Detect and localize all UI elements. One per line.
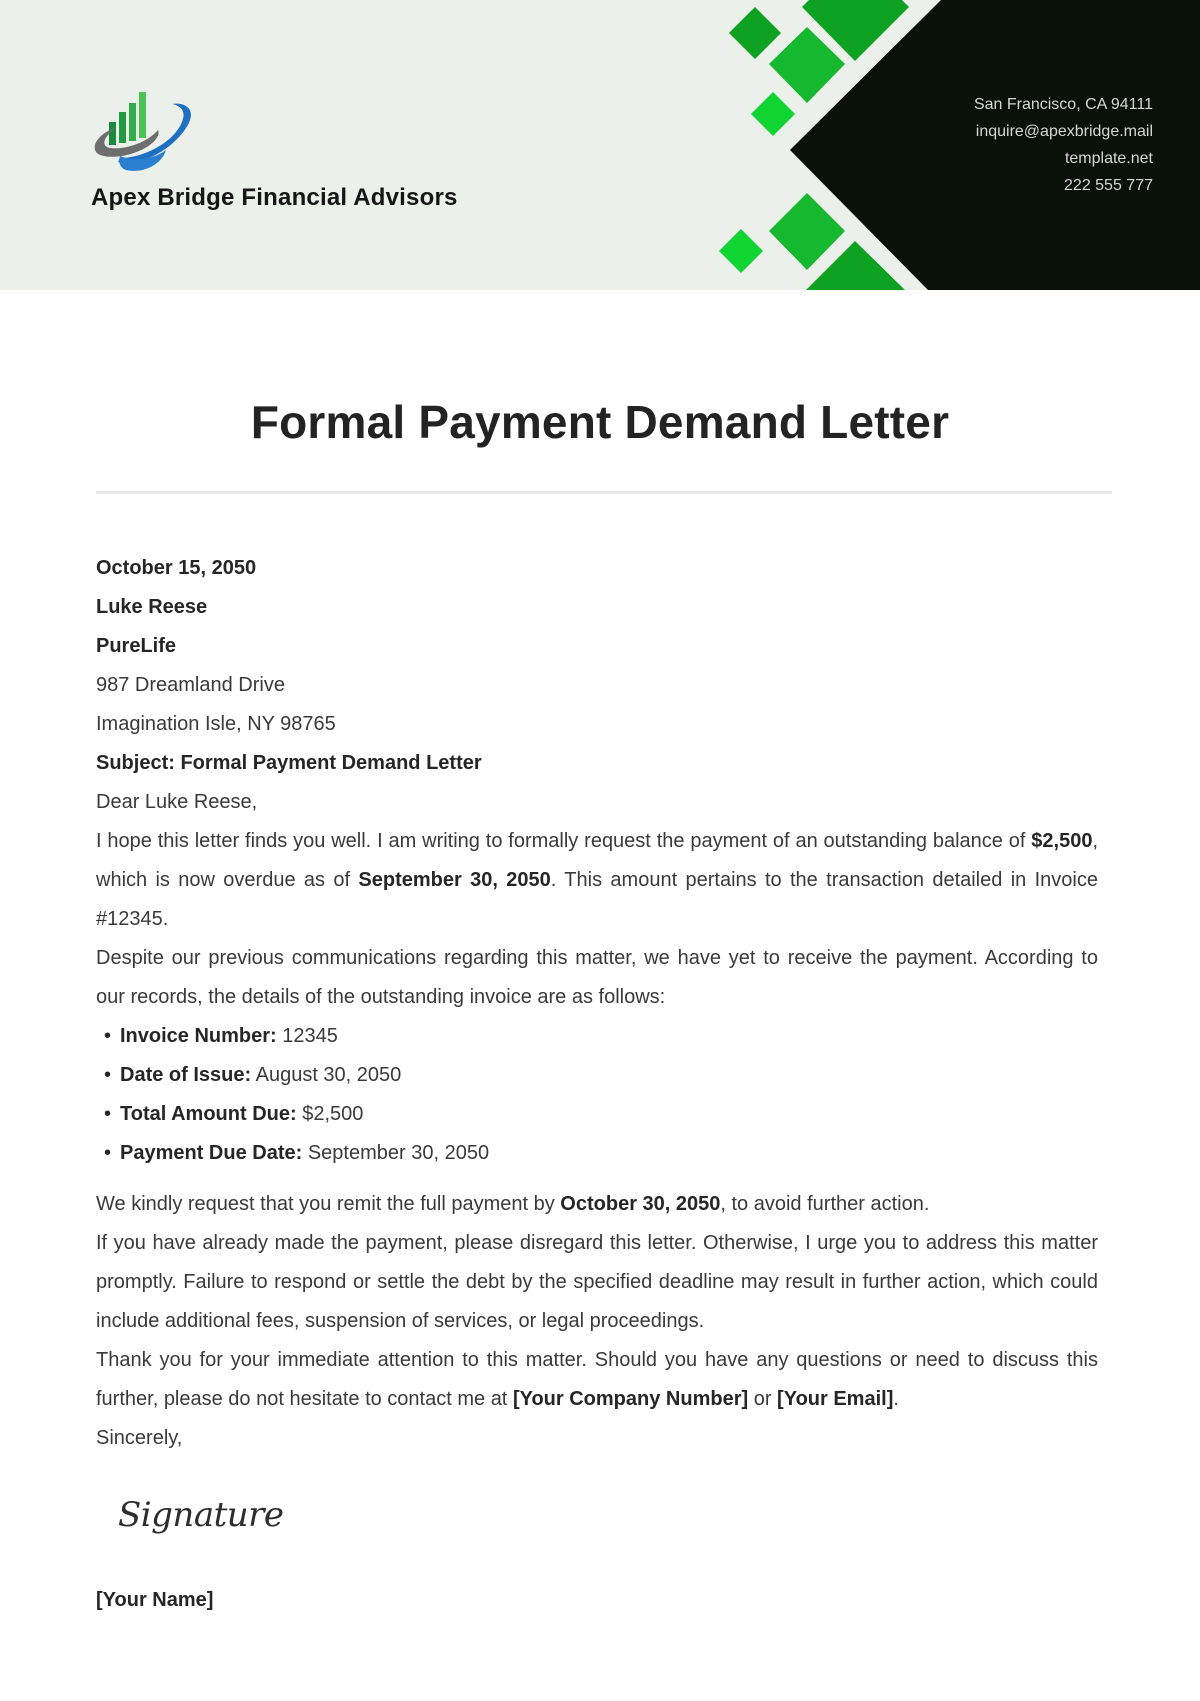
letter-subject: Subject: Formal Payment Demand Letter: [96, 752, 482, 774]
text: , which is now overdue as of: [96, 830, 1098, 891]
paragraph-intro: [96, 822, 1098, 939]
text: . This amount pertains to the transaction detailed in Invoice #12345.: [96, 869, 1098, 930]
list-item: [104, 1017, 1098, 1056]
text: I hope this letter finds you well. I am writing to formally request the payment of an outstanding balance of: [96, 830, 1032, 852]
closing: Sincerely,: [96, 1427, 183, 1449]
divider: [96, 491, 1112, 494]
detail-value: 12345: [276, 1025, 338, 1047]
contact-website[interactable]: template.net: [1064, 150, 1153, 167]
detail-value: $2,500: [296, 1103, 364, 1125]
bar-chart-swoosh-logo-icon: [86, 90, 196, 174]
page-title: Formal Payment Demand Letter: [250, 396, 950, 448]
list-item: [104, 1095, 1098, 1134]
diamond-shape: [769, 193, 845, 270]
contact-phone: 222 555 777: [1064, 177, 1153, 194]
detail-label: Total Amount Due:: [120, 1103, 297, 1125]
paragraph-request: [96, 1185, 1098, 1224]
letter-date: October 15, 2050: [96, 557, 257, 579]
text: Thank you for your immediate attention to this matter. Should you have any questions or need to discuss this further, please do not hesitate to contact me at: [96, 1349, 1098, 1410]
diamond-shape: [729, 7, 781, 59]
paragraph-records: Despite our previous communications regarding this matter, we have yet to receive the payment. According to our records, the details of the outstanding invoice are as follows:: [96, 947, 1098, 1008]
recipient-name: Luke Reese: [96, 596, 208, 618]
contact-email[interactable]: inquire@apexbridge.mail: [975, 123, 1153, 140]
recipient-company: PureLife: [96, 635, 177, 657]
detail-label: Payment Due Date:: [120, 1142, 303, 1164]
signature: Signature: [118, 1495, 284, 1535]
paragraph-warning: If you have already made the payment, please disregard this letter. Otherwise, I urge you to address this matter promptly. Failure to respond or settle the debt by the specified deadline may result in further action, which could include additional fees, suspension of services, or legal proceedings.: [96, 1232, 1098, 1332]
text: , to avoid further action.: [720, 1193, 930, 1215]
list-item: [104, 1134, 1098, 1173]
document-body: [0, 395, 1200, 1620]
contact-info: [974, 91, 1153, 199]
detail-value: September 30, 2050: [302, 1142, 490, 1164]
diamond-shape: [719, 229, 763, 273]
sender-name: [Your Name]: [96, 1589, 214, 1611]
paragraph-thanks: [96, 1341, 1098, 1419]
payment-deadline: October 30, 2050: [560, 1193, 721, 1215]
recipient-address-line1: 987 Dreamland Drive: [96, 674, 285, 696]
salutation: Dear Luke Reese,: [96, 791, 258, 813]
letter: [96, 549, 1098, 1620]
contact-address: San Francisco, CA 94111: [973, 96, 1153, 113]
recipient-address-line2: Imagination Isle, NY 98765: [96, 713, 336, 735]
detail-value: August 30, 2050: [251, 1064, 402, 1086]
company-number-placeholder: [Your Company Number]: [512, 1388, 749, 1410]
letterhead: [0, 0, 1200, 290]
diamond-shape: [751, 92, 795, 136]
text: or: [748, 1388, 778, 1410]
overdue-date: September 30, 2050: [358, 869, 551, 891]
list-item: [104, 1056, 1098, 1095]
email-placeholder: [Your Email]: [777, 1388, 894, 1410]
detail-label: Date of Issue:: [120, 1064, 252, 1086]
text: .: [893, 1388, 899, 1410]
company-name: Apex Bridge Financial Advisors: [91, 184, 458, 211]
overdue-amount: $2,500: [1031, 830, 1093, 852]
invoice-details-list: [96, 1017, 1098, 1173]
text: We kindly request that you remit the full payment by: [96, 1193, 561, 1215]
detail-label: Invoice Number:: [120, 1025, 277, 1047]
